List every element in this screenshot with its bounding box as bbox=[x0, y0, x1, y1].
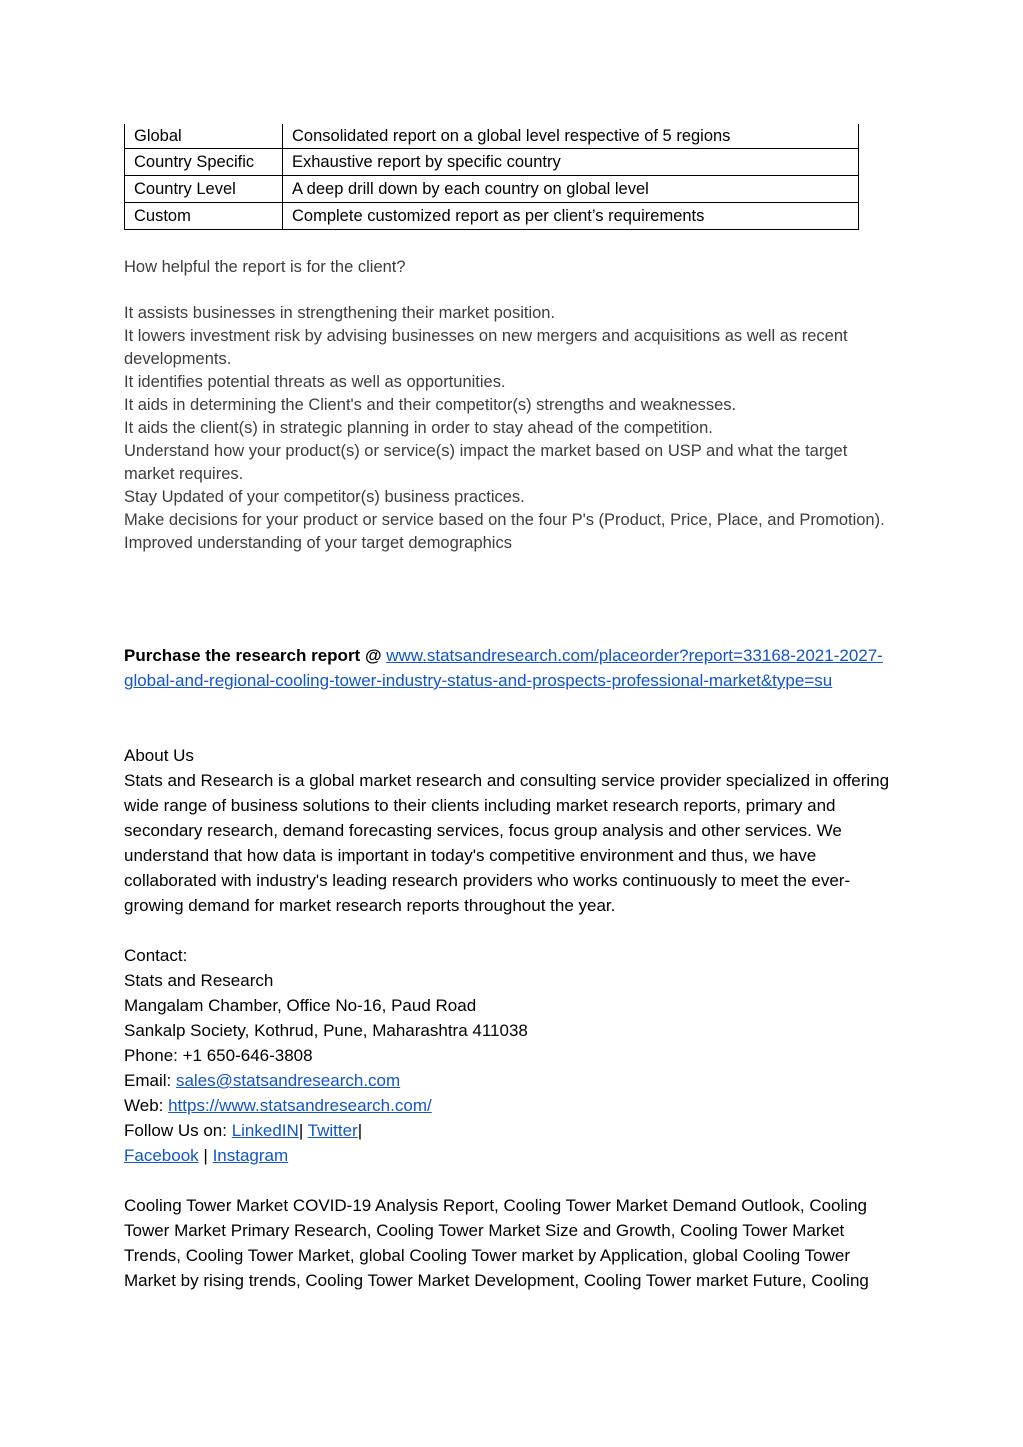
table-row bbox=[125, 176, 859, 203]
scope-cell: Country Level bbox=[125, 176, 283, 203]
benefit-item: Stay Updated of your competitor(s) business practices. bbox=[124, 488, 525, 506]
follow-row bbox=[124, 1118, 896, 1143]
scope-cell: Custom bbox=[125, 203, 283, 230]
instagram-link[interactable]: Instagram bbox=[212, 1146, 289, 1165]
benefit-item: It aids in determining the Client's and their competitor(s) strengths and weaknesses. bbox=[124, 396, 737, 414]
description-cell: Exhaustive report by specific country bbox=[283, 149, 859, 176]
purchase-link-part2: global-and-regional-cooling-tower-industry-status-and-prospects-professional-market&type=su bbox=[124, 671, 833, 690]
benefit-item: It lowers investment risk by advising businesses on new mergers and acquisitions as well as recent developments. bbox=[124, 327, 848, 368]
benefit-item: Improved understanding of your target demographics bbox=[124, 534, 512, 552]
benefit-item: It aids the client(s) in strategic planning in order to stay ahead of the competition. bbox=[124, 419, 713, 437]
contact-heading: Contact: bbox=[124, 946, 188, 965]
scope-cell: Global bbox=[125, 124, 283, 149]
table-row bbox=[125, 124, 859, 149]
contact-phone: Phone: +1 650-646-3808 bbox=[124, 1046, 313, 1065]
about-text: Stats and Research is a global market research and consulting service provider specialized in offering wide range of business solutions to their clients including market research reports, primary and secondary research, demand forecasting services, focus group analysis and other services. We understand that how data is important in today's competitive environment and thus, we have collaborated with industry's leading research providers who works continuously to meet the ever-growing demand for market research reports throughout the year. bbox=[124, 771, 890, 915]
purchase-link-part1: www.statsandresearch.com/placeorder?report=33168-2021-2027- bbox=[386, 646, 883, 665]
keywords-paragraph: Cooling Tower Market COVID-19 Analysis Report, Cooling Tower Market Demand Outlook, Cooling Tower Market Primary Research, Cooling Tower Market Size and Growth, Cooling Tower Market Trends, Cooling Tower Market, global Cooling Tower market by Application, global Cooling Tower Market by rising trends, Cooling Tower Market Development, Cooling Tower market Future, Cooling bbox=[124, 1196, 869, 1290]
benefits-list bbox=[124, 302, 896, 555]
follow-label: Follow Us on: bbox=[124, 1121, 232, 1140]
contact-company: Stats and Research bbox=[124, 971, 274, 990]
table-row bbox=[125, 149, 859, 176]
table-row bbox=[125, 203, 859, 230]
benefit-item: Understand how your product(s) or service(s) impact the market based on USP and what the target market requires. bbox=[124, 442, 848, 483]
web-link[interactable]: https://www.statsandresearch.com/ bbox=[168, 1096, 432, 1115]
report-scope-table bbox=[124, 124, 859, 230]
benefit-item: It assists businesses in strengthening their market position. bbox=[124, 304, 556, 322]
description-cell: A deep drill down by each country on global level bbox=[283, 176, 859, 203]
email-link[interactable]: sales@statsandresearch.com bbox=[175, 1071, 401, 1090]
about-heading: About Us bbox=[124, 746, 194, 765]
contact-address-line2: Sankalp Society, Kothrud, Pune, Maharashtra 411038 bbox=[124, 1021, 528, 1040]
purchase-section bbox=[124, 643, 896, 693]
linkedin-link[interactable]: LinkedIN bbox=[231, 1121, 299, 1140]
contact-address-line1: Mangalam Chamber, Office No-16, Paud Road bbox=[124, 996, 477, 1015]
social-row bbox=[124, 1143, 896, 1168]
description-cell: Consolidated report on a global level respective of 5 regions bbox=[283, 124, 859, 149]
about-section bbox=[124, 743, 896, 918]
separator: | bbox=[298, 1121, 304, 1140]
contact-web-row bbox=[124, 1093, 896, 1118]
web-label: Web: bbox=[124, 1096, 169, 1115]
separator: | bbox=[203, 1146, 208, 1165]
benefits-question: How helpful the report is for the client? bbox=[124, 258, 406, 276]
separator: | bbox=[357, 1121, 363, 1140]
benefit-item: Make decisions for your product or service based on the four P's (Product, Price, Place, and Promotion). bbox=[124, 511, 885, 529]
email-label: Email: bbox=[124, 1071, 176, 1090]
scope-cell: Country Specific bbox=[125, 149, 283, 176]
contact-email-row bbox=[124, 1068, 896, 1093]
benefit-item: It identifies potential threats as well as opportunities. bbox=[124, 373, 506, 391]
facebook-link[interactable]: Facebook bbox=[124, 1146, 199, 1165]
contact-section bbox=[124, 943, 896, 1168]
description-cell: Complete customized report as per client’s requirements bbox=[283, 203, 859, 230]
page-content bbox=[124, 124, 896, 1310]
purchase-label: Purchase the research report @ bbox=[124, 646, 382, 665]
twitter-link[interactable]: Twitter bbox=[307, 1121, 358, 1140]
